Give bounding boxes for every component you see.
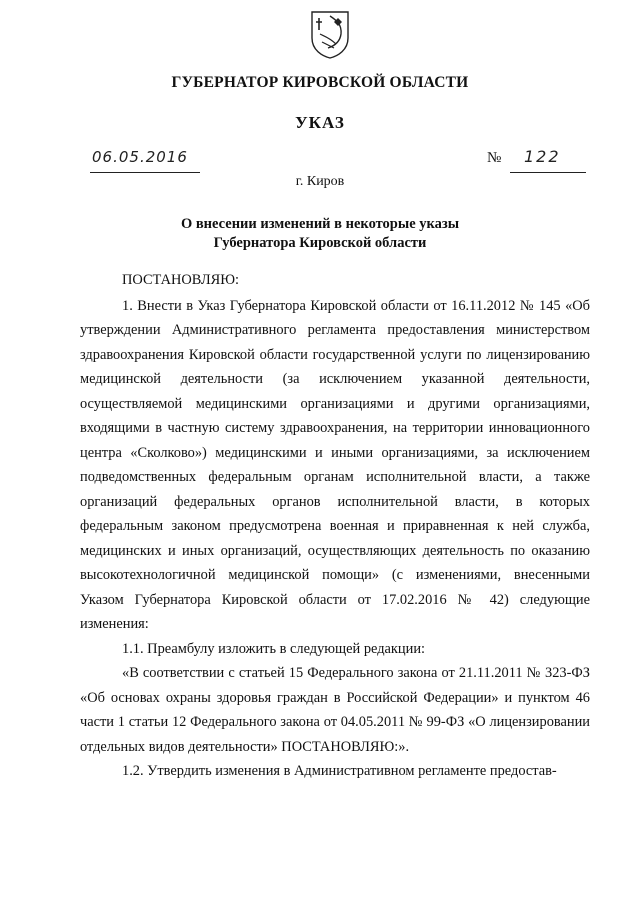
organization-title: ГУБЕРНАТОР КИРОВСКОЙ ОБЛАСТИ xyxy=(171,74,469,91)
document-number xyxy=(510,146,586,173)
paragraph-1-1: 1.1. Преамбулу изложить в следующей редакции: xyxy=(122,640,426,657)
number-label: № xyxy=(487,150,502,166)
coat-of-arms-icon xyxy=(308,8,352,60)
city: г. Киров xyxy=(295,174,345,189)
paragraph-1: 1. Внести в Указ Губернатора Кировской области от 16.11.2012 № 145 «Об утверждении Административного регламента предоставления министерством здравоохранения Кировской области государственной услуги по лицензированию медицинской деятельности (за исключением указанной деятельности, осуществляемой медицинскими организациями и другими организациями, входящими в частную систему здравоохранения, на территории инновационного центра «Сколково») медицинскими и иными организациями, за исключением подведомственных федеральным органам исполнительной власти, а также организаций федеральных органов исполнительной власти, в которых федеральным законом предусмотрена военная и приравненная к ней служба, медицинских и иных организаций, осуществляющих деятельность по оказанию высокотехнологичной медицинской помощи» (с изменениями, внесенными Указом Губернатора Кировской области от 17.02.2016 № 42) следующие изменения: xyxy=(80,297,590,632)
document-date xyxy=(90,146,200,173)
paragraph-1-2: 1.2. Утвердить изменения в Административном регламенте предостав- xyxy=(122,763,557,779)
subject-line-1: О внесении изменений в некоторые указы xyxy=(180,216,460,232)
decree-word: ПОСТАНОВЛЯЮ: xyxy=(122,272,240,288)
document-number-value: 122 xyxy=(524,147,561,166)
document-type: УКАЗ xyxy=(295,113,345,132)
paragraph-quote: «В соответствии с статьей 15 Федерального закона от 21.11.2011 № 323-ФЗ «Об основах охраны здоровья граждан в Российской Федерации» и пунктом 46 части 1 статьи 12 Федерального закона от 04.05.2011 № 99-ФЗ «О лицензировании отдельных видов деятельности» ПОСТАНОВЛЯЮ:». xyxy=(80,665,590,755)
document-subject xyxy=(0,215,640,253)
document-date-value: 06.05.2016 xyxy=(92,148,188,166)
document-body xyxy=(80,268,590,784)
subject-line-2: Губернатора Кировской области xyxy=(213,235,427,251)
